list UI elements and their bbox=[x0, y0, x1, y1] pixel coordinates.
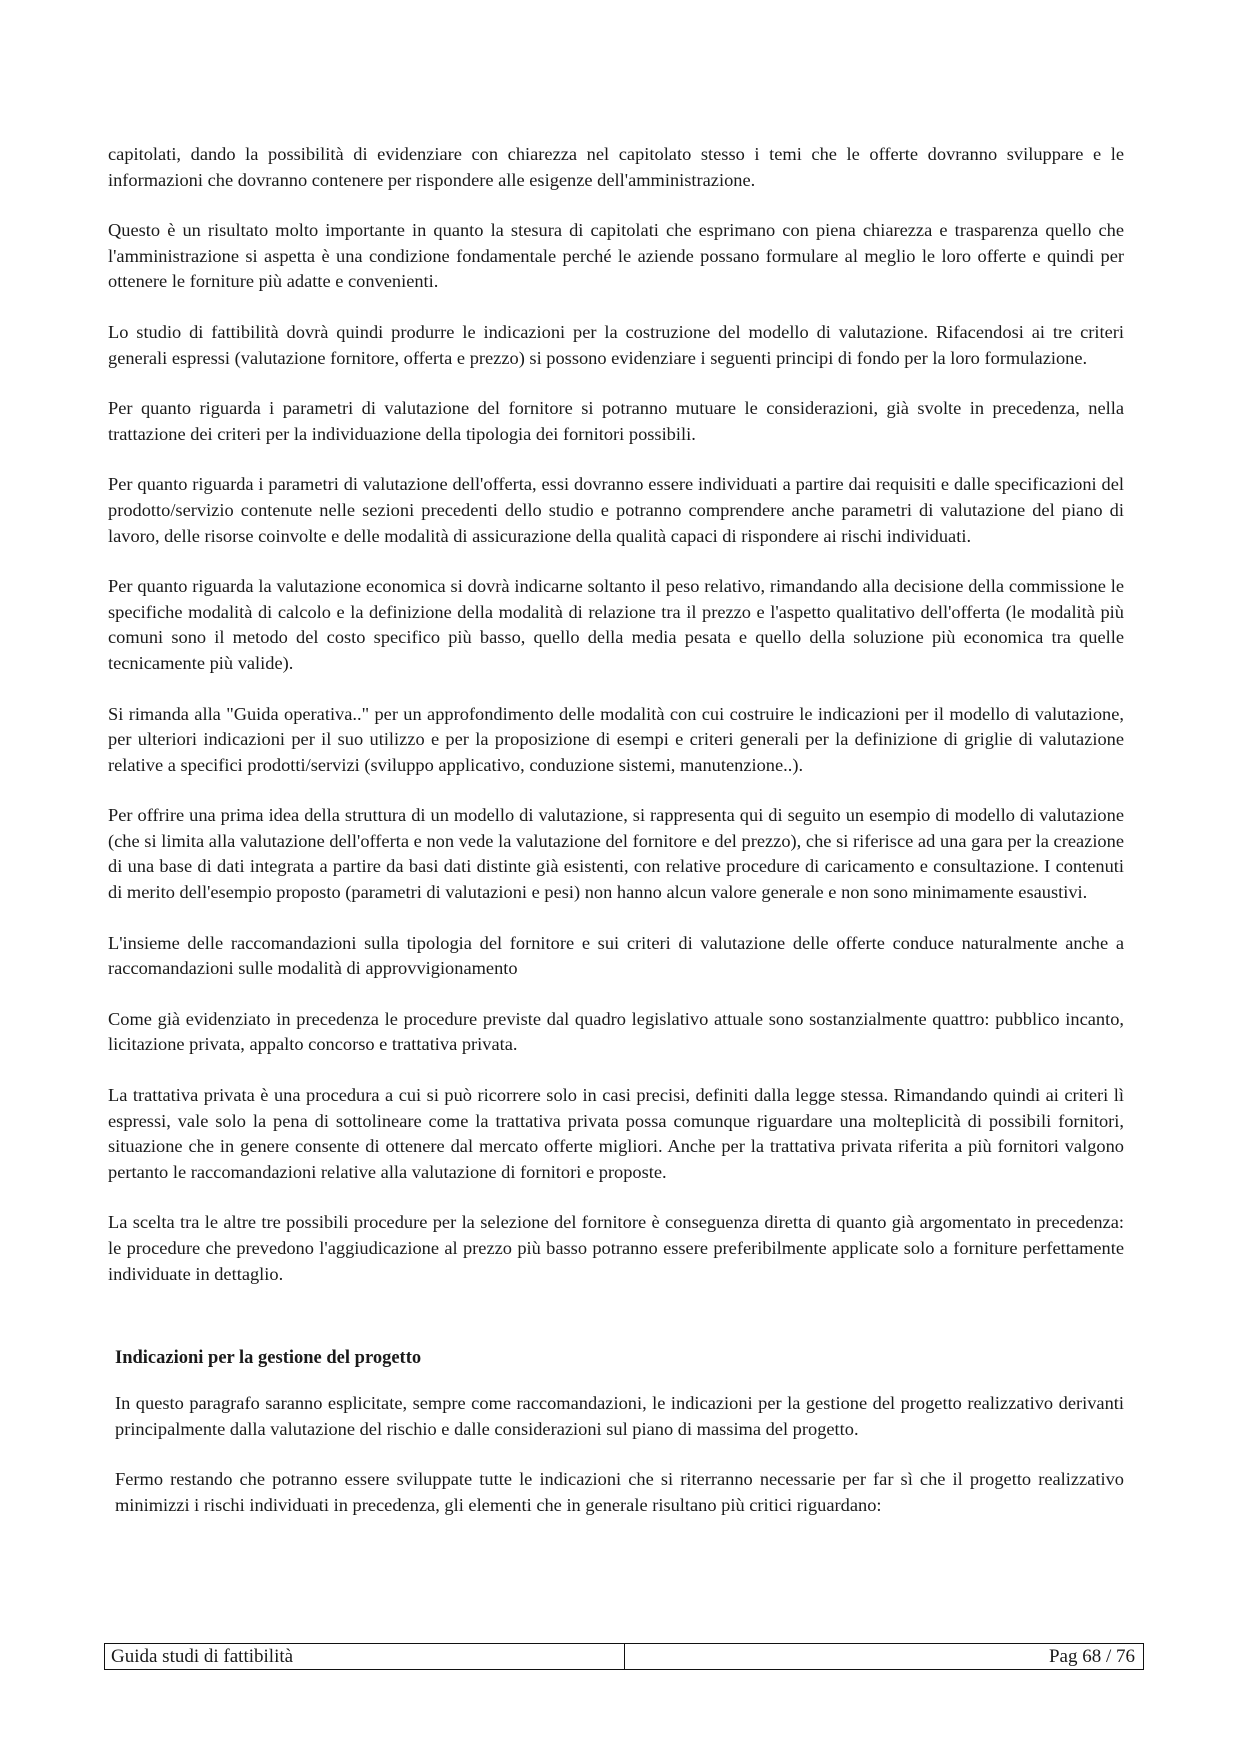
paragraph: Lo studio di fattibilità dovrà quindi produrre le indicazioni per la costruzione del modello di valutazione. Rifacendosi ai tre criteri generali espressi (valutazione fornitore, offerta e prezzo) si possono evidenziare i seguenti principi di fondo per la loro formulazione. bbox=[108, 321, 1124, 368]
page-body bbox=[108, 142, 1124, 1544]
footer-page-number: Pag 68 / 76 bbox=[1048, 1646, 1135, 1667]
paragraph: Per quanto riguarda i parametri di valutazione dell'offerta, essi dovranno essere individuati a partire dai requisiti e dalle specificazioni del prodotto/servizio contenute nelle sezioni precedenti dello studio e potranno comprendere anche parametri di valutazione del piano di lavoro, delle risorse coinvolte e delle modalità di assicurazione della qualità capaci di rispondere ai rischi individuati. bbox=[108, 474, 1124, 546]
paragraph: L'insieme delle raccomandazioni sulla tipologia del fornitore e sui criteri di valutazione delle offerte conduce naturalmente anche a raccomandazioni sulle modalità di approvvigionamento bbox=[108, 932, 1124, 979]
paragraph: Si rimanda alla "Guida operativa.." per un approfondimento delle modalità con cui costruire le indicazioni per il modello di valutazione, per ulteriori indicazioni per il suo utilizzo e per la proposizione di esempi e criteri generali per la definizione di griglie di valutazione relative a specifici prodotti/servizi (sviluppo applicativo, conduzione sistemi, manutenzione..). bbox=[108, 703, 1124, 775]
paragraph: Questo è un risultato molto importante in quanto la stesura di capitolati che esprimano con piena chiarezza e trasparenza quello che l'amministrazione si aspetta è una condizione fondamentale perché le aziende possano formulare al meglio le loro offerte e quindi per ottenere le forniture più adatte e convenienti. bbox=[108, 220, 1124, 292]
paragraph: Per quanto riguarda la valutazione economica si dovrà indicarne soltanto il peso relativo, rimandando alla decisione della commissione le specifiche modalità di calcolo e la definizione della modalità di relazione tra il prezzo e l'aspetto qualitativo dell'offerta (le modalità più comuni sono il metodo del costo specifico più basso, quello della media pesata e quello della soluzione più economica tra quelle tecnicamente più valide). bbox=[108, 576, 1124, 673]
paragraph: In questo paragrafo saranno esplicitate, sempre come raccomandazioni, le indicazioni per la gestione del progetto realizzativo derivanti principalmente dalla valutazione del rischio e dalle considerazioni sul piano di massima del progetto. bbox=[115, 1393, 1124, 1439]
footer-document-title: Guida studi di fattibilità bbox=[105, 1644, 625, 1669]
page-footer bbox=[104, 1643, 1144, 1670]
paragraph: capitolati, dando la possibilità di evidenziare con chiarezza nel capitolato stesso i temi che le offerte dovranno sviluppare e le informazioni che dovranno contenere per rispondere alle esigenze dell'amministrazione. bbox=[108, 144, 1124, 190]
section-heading: Indicazioni per la gestione del progetto bbox=[115, 1348, 422, 1369]
paragraph: Per quanto riguarda i parametri di valutazione del fornitore si potranno mutuare le considerazioni, già svolte in precedenza, nella trattazione dei criteri per la individuazione della tipologia dei fornitori possibili. bbox=[108, 398, 1124, 444]
paragraph: Come già evidenziato in precedenza le procedure previste dal quadro legislativo attuale sono sostanzialmente quattro: pubblico incanto, licitazione privata, appalto concorso e trattativa privata. bbox=[108, 1008, 1124, 1055]
paragraph: La scelta tra le altre tre possibili procedure per la selezione del fornitore è conseguenza diretta di quanto già argomentato in precedenza: le procedure che prevedono l'aggiudicazione al prezzo più basso potranno essere preferibilmente applicate solo a forniture perfettamente individuate in dettaglio. bbox=[108, 1212, 1124, 1284]
paragraph: La trattativa privata è una procedura a cui si può ricorrere solo in casi precisi, definiti dalla legge stessa. Rimandando quindi ai criteri lì espressi, vale solo la pena di sottolineare come la trattativa privata possa comunque riguardare una molteplicità di possibili fornitori, situazione che in genere consente di ottenere dal mercato offerte migliori. Anche per la trattativa privata riferita a più fornitori valgono pertanto le raccomandazioni relative alla valutazione di fornitori e proposte. bbox=[108, 1085, 1124, 1182]
paragraph: Fermo restando che potranno essere sviluppate tutte le indicazioni che si riterranno necessarie per far sì che il progetto realizzativo minimizzi i rischi individuati in precedenza, gli elementi che in generale risultano più critici riguardano: bbox=[115, 1469, 1124, 1515]
paragraph: Per offrire una prima idea della struttura di un modello di valutazione, si rappresenta qui di seguito un esempio di modello di valutazione (che si limita alla valutazione dell'offerta e non vede la valutazione del fornitore e del prezzo), che si riferisce ad una gara per la creazione di una base di dati integrata a partire da basi dati distinte già esistenti, con relative procedure di caricamento e consultazione. I contenuti di merito dell'esempio proposto (parametri di valutazioni e pesi) non hanno alcun valore generale e non sono minimamente esaustivi. bbox=[108, 805, 1124, 903]
